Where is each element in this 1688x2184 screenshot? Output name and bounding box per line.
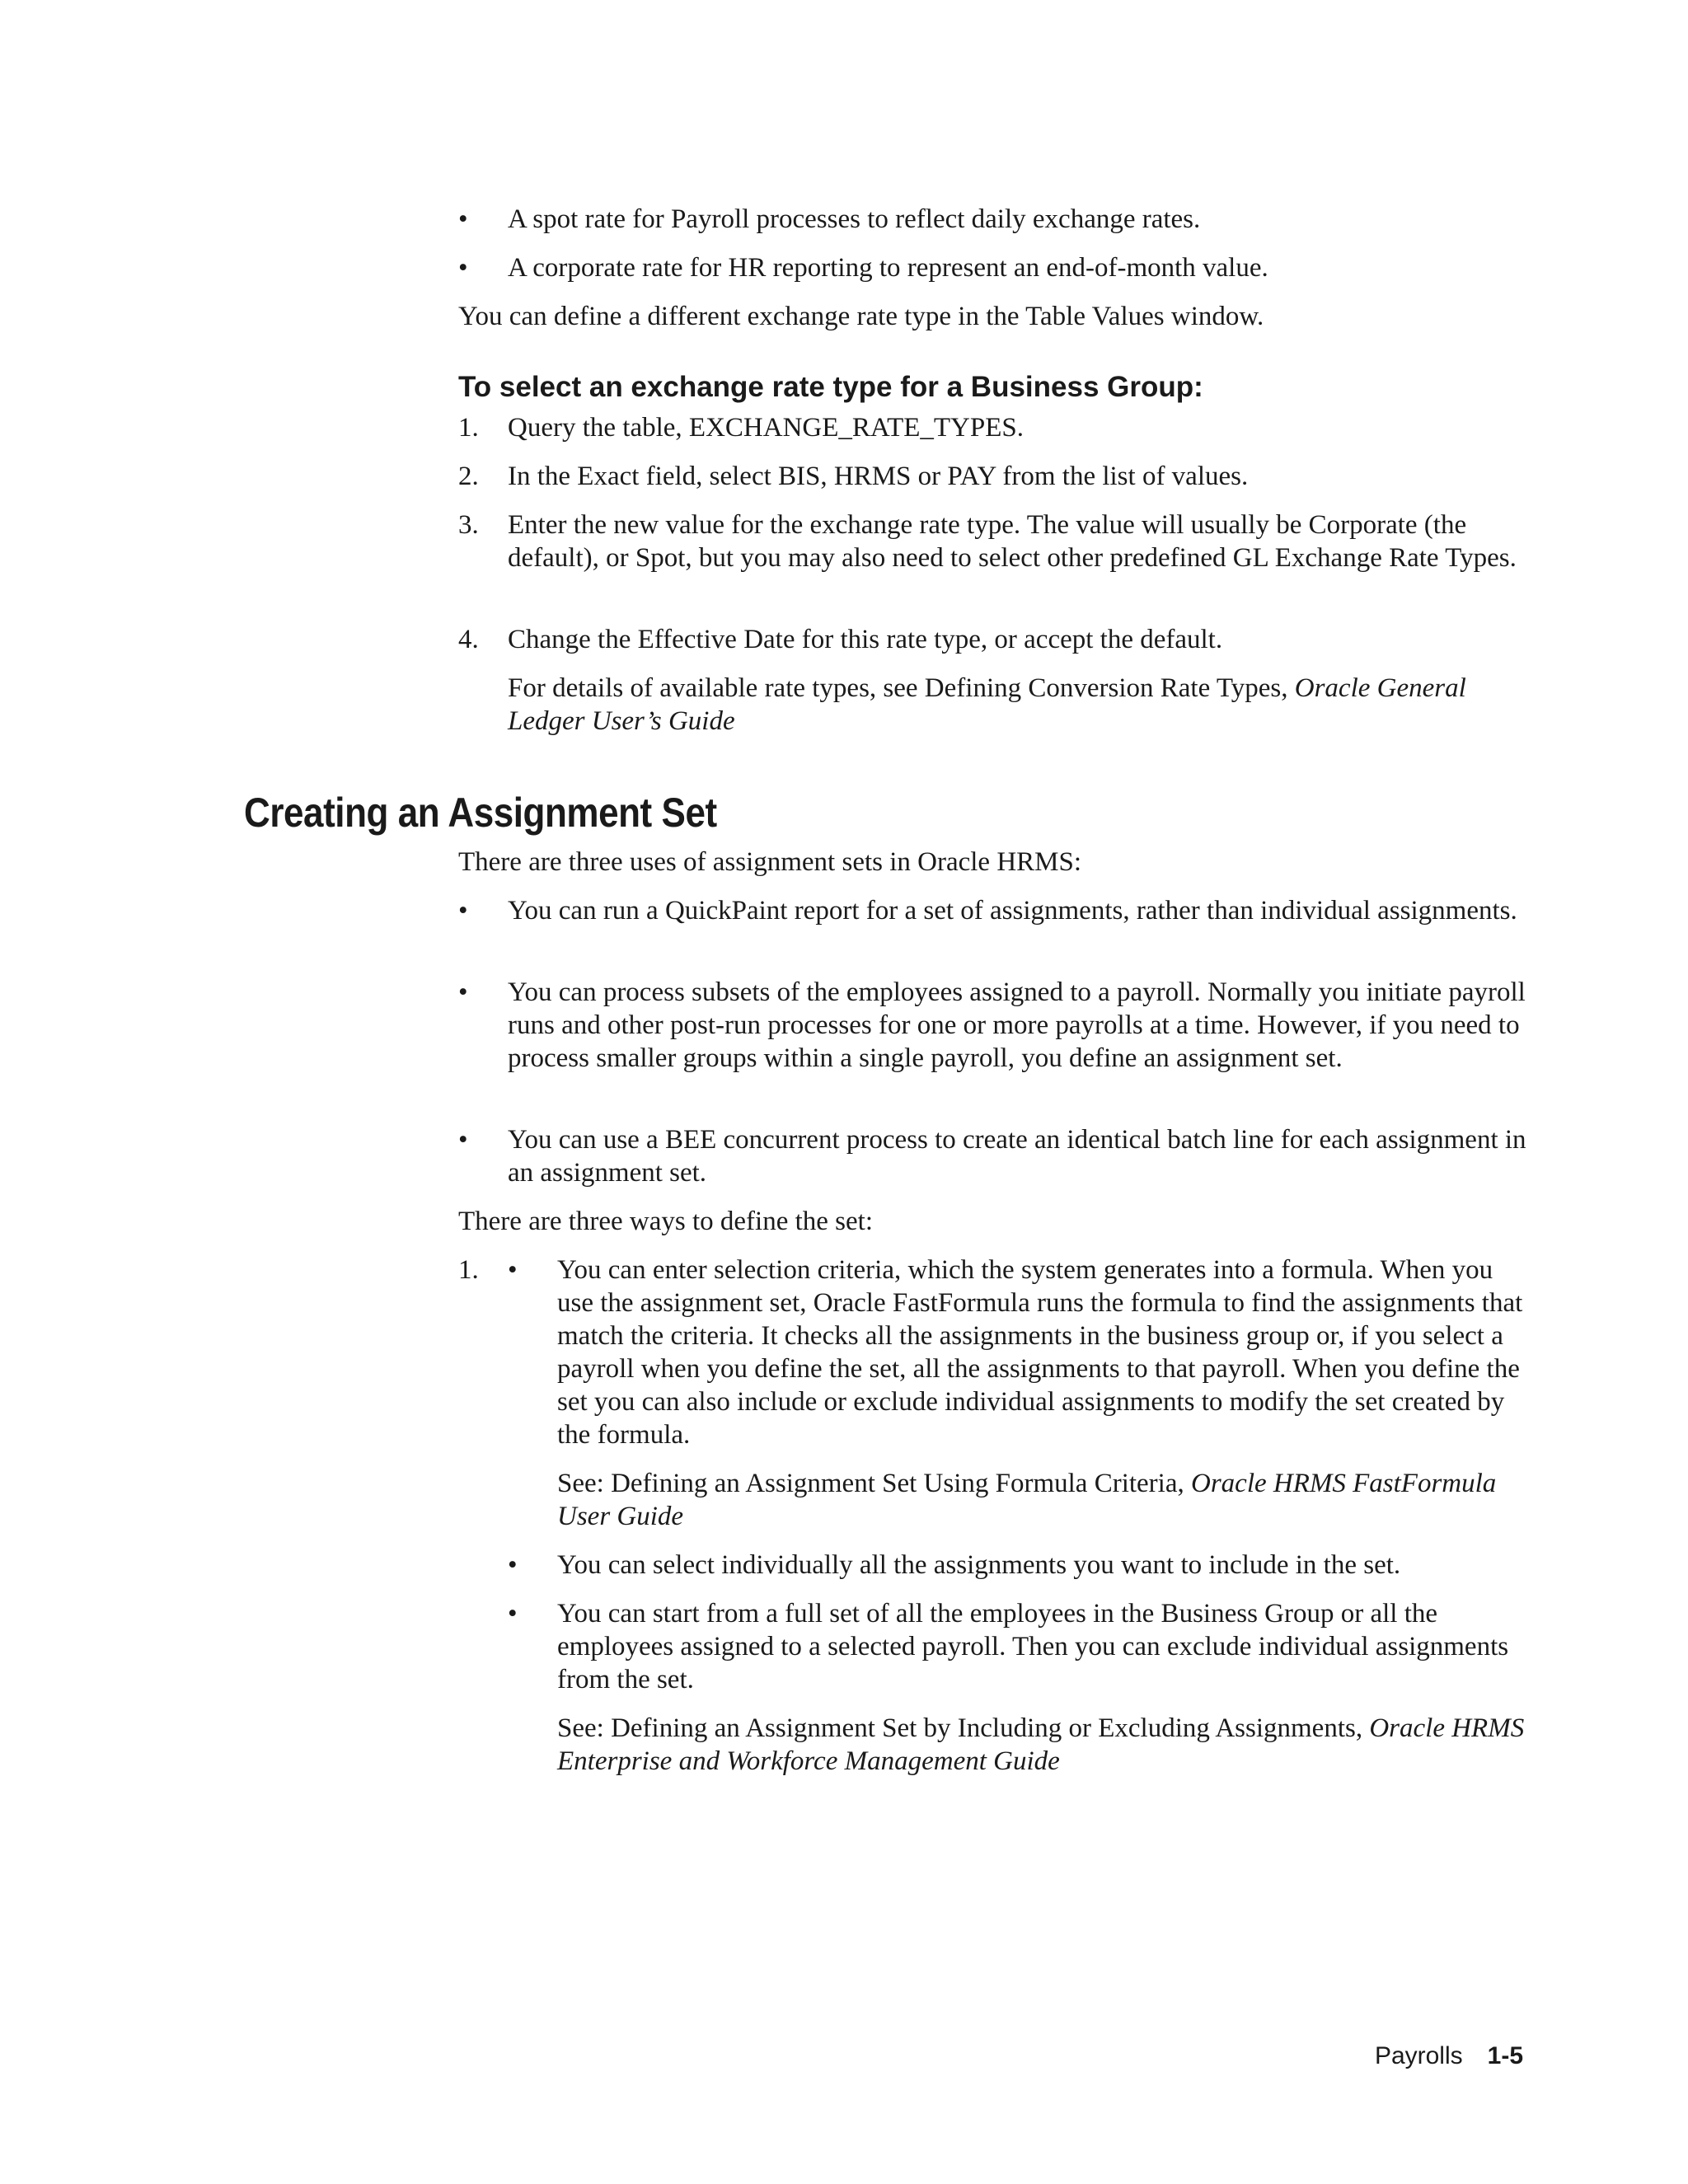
- details-reference: Oracle General Ledger User’s Guide: [508, 673, 1466, 736]
- section-intro: There are three uses of assignment sets in Oracle HRMS:: [458, 847, 1082, 877]
- bullet: •: [458, 204, 468, 234]
- bullet: •: [508, 1599, 518, 1629]
- list-item-text: A corporate rate for HR reporting to represent an end-of-month value.: [508, 253, 1268, 283]
- bullet: •: [458, 1125, 468, 1155]
- see-reference: Oracle HRMS FastFormula User Guide: [557, 1469, 1497, 1531]
- step-number: 4.: [458, 625, 479, 654]
- step-text: Query the table, EXCHANGE_RATE_TYPES.: [508, 413, 1025, 443]
- step-number: 1.: [458, 413, 479, 443]
- rate-note: You can define a different exchange rate type in the Table Values window.: [458, 302, 1264, 331]
- list-item-text: A spot rate for Payroll processes to reflect daily exchange rates.: [508, 204, 1201, 234]
- step-text: In the Exact field, select BIS, HRMS or PAY from the list of values.: [508, 462, 1249, 491]
- step-number: 3.: [458, 510, 479, 540]
- page-number: 1-5: [1487, 2042, 1523, 2069]
- step-number: 2.: [458, 462, 479, 491]
- list-item-text: You can run a QuickPaint report for a set of assignments, rather than individual assignments.: [508, 896, 1517, 926]
- ways-intro: There are three ways to define the set:: [458, 1207, 874, 1236]
- section-title: Creating an Assignment Set: [244, 790, 717, 836]
- page-footer: [1375, 2041, 1523, 2071]
- bullet: •: [508, 1550, 518, 1580]
- way-text: You can select individually all the assignments you want to include in the set.: [557, 1550, 1401, 1580]
- footer-section: Payrolls: [1374, 2042, 1463, 2069]
- bullet: •: [508, 1255, 518, 1285]
- bullet: •: [458, 253, 468, 283]
- details-text: For details of available rate types, see Defining Conversion Rate Types,: [508, 673, 1295, 703]
- bullet: •: [458, 896, 468, 926]
- see-text: See: Defining an Assignment Set Using Formula Criteria,: [557, 1469, 1191, 1498]
- way-text: You can start from a full set of all the employees in the Business Group or all the employees assigned to a selected payroll. Then you can exclude individual assignments from the set.: [557, 1599, 1509, 1694]
- procedure-heading: To select an exchange rate type for a Business Group:: [458, 371, 1203, 403]
- bullet: •: [458, 977, 468, 1007]
- see-reference: Oracle HRMS Enterprise and Workforce Management Guide: [557, 1713, 1525, 1776]
- step-text: Change the Effective Date for this rate type, or accept the default.: [508, 625, 1223, 654]
- way-text: You can enter selection criteria, which the system generates into a formula. When you use the assignment set, Oracle FastFormula runs the formula to find the assignments that match the criteria. It checks all the assignments in the business group or, if you select a payroll when you define the set, all the assignments to that payroll. When you define the set you can also include or exclude individual assignments to modify the set created by the formula.: [557, 1255, 1523, 1450]
- list-number: 1.: [458, 1255, 479, 1285]
- see-text: See: Defining an Assignment Set by Including or Excluding Assignments,: [557, 1713, 1370, 1743]
- list-item-text: You can process subsets of the employees assigned to a payroll. Normally you initiate payroll runs and other post-run processes for one or more payrolls at a time. However, if you need to process smaller groups within a single payroll, you define an assignment set.: [508, 977, 1526, 1073]
- list-item-text: You can use a BEE concurrent process to create an identical batch line for each assignment in an assignment set.: [508, 1125, 1526, 1188]
- step-text: Enter the new value for the exchange rate type. The value will usually be Corporate (the default), or Spot, but you may also need to select other predefined GL Exchange Rate Types.: [508, 510, 1517, 573]
